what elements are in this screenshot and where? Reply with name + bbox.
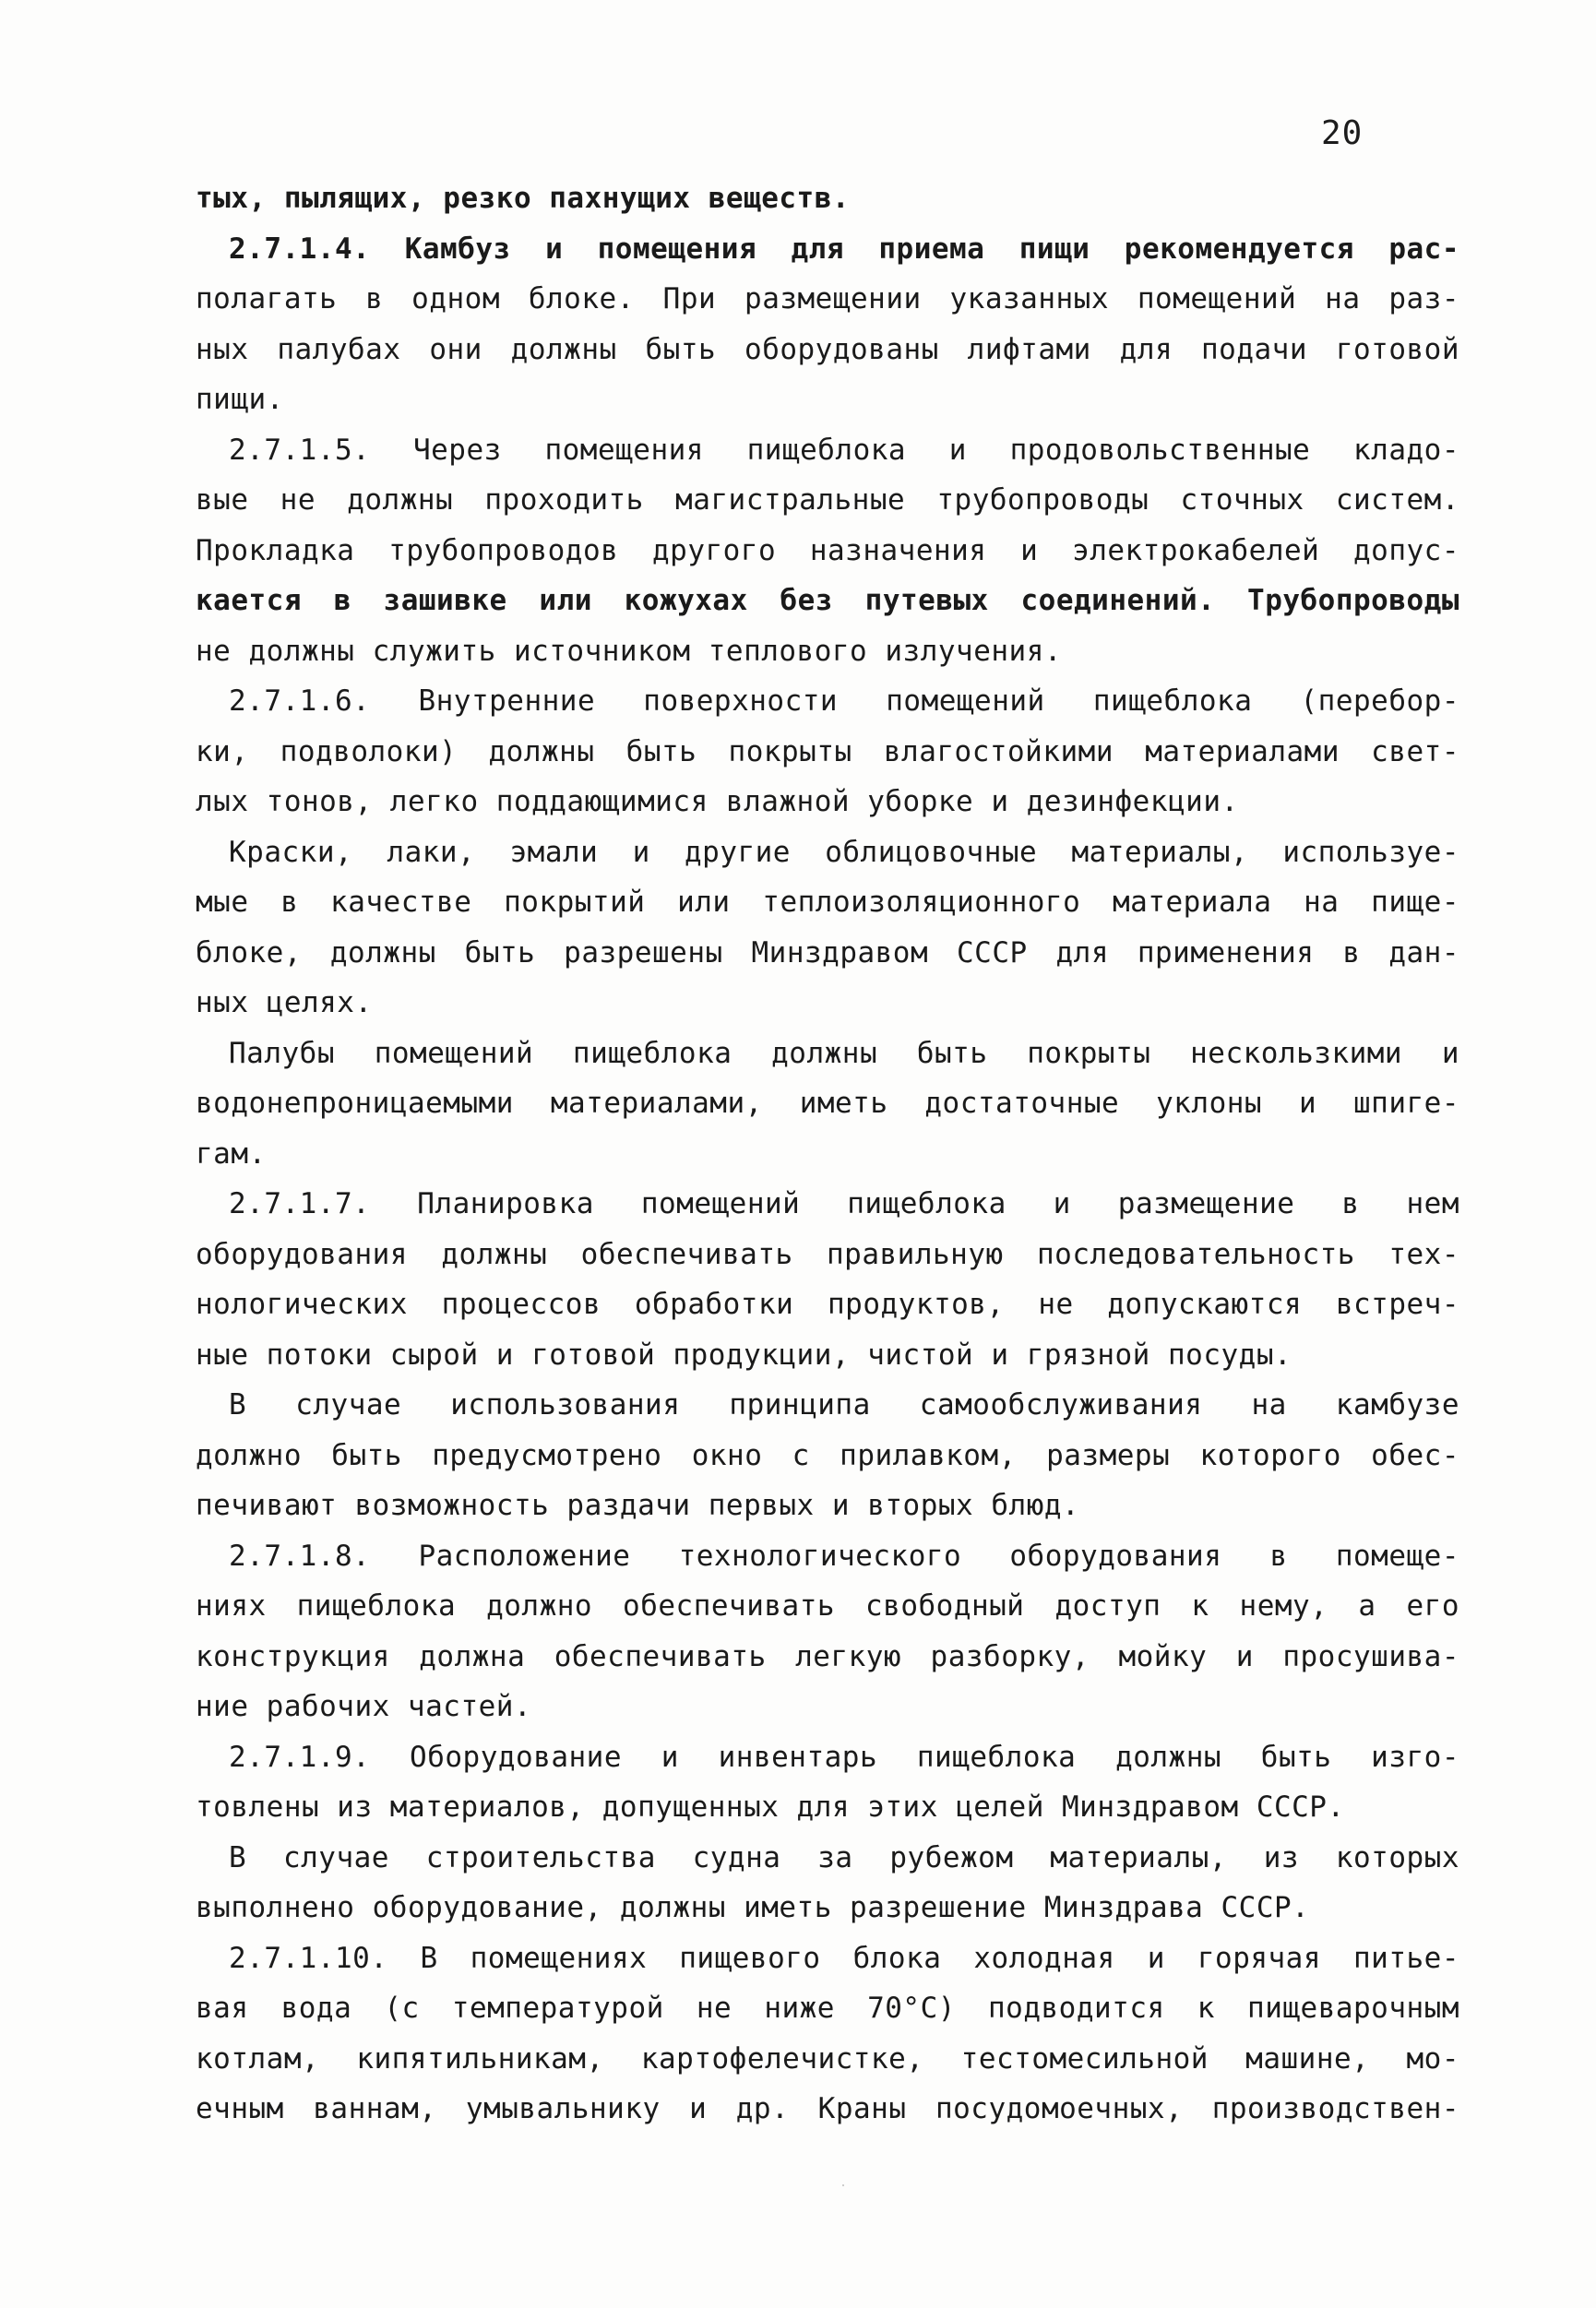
text-line: оборудования должны обеспечивать правильную последовательность тех- [196,1237,1459,1271]
text-line: ниях пищеблока должно обеспечивать свободный доступ к нему, а его [196,1589,1459,1623]
text-line: печивают возможность раздачи первых и вторых блюд. [196,1489,1080,1522]
text-line: Палубы помещений пищеблока должны быть покрыты нескользкими и [229,1036,1459,1070]
text-line: Прокладка трубопроводов другого назначения и электрокабелей допус- [196,533,1459,567]
text-line: ных целях. [196,986,373,1019]
text-line: полагать в одном блоке. При размещении указанных помещений на раз- [196,282,1459,315]
text-line: гам. [196,1136,267,1171]
text-line: пищи. [196,383,284,416]
text-line: ние рабочих частей. [196,1690,532,1723]
text-line: блоке, должны быть разрешены Минздравом СССР для применения в дан- [196,935,1459,970]
text-line: лых тонов, легко поддающимися влажной уборке и дезинфекции. [196,785,1239,818]
body-text [196,173,1459,2135]
text-line: водонепроницаемыми материалами, иметь достаточные уклоны и шпиге- [196,1087,1459,1120]
text-line: конструкция должна обеспечивать легкую разборку, мойку и просушива- [196,1639,1459,1673]
text-line: 2.7.1.6. Внутренние поверхности помещений пищеблока (перебор- [229,684,1459,718]
text-line: не должны служить источником теплового излучения. [196,634,1063,668]
text-line: выполнено оборудование, должны иметь разрешение Минздрава СССР. [196,1891,1310,1924]
text-line: ные потоки сырой и готовой продукции, чистой и грязной посуды. [196,1338,1292,1372]
text-line: кается в зашивке или кожухах без путевых соединений. Трубопроводы [196,584,1459,617]
text-line: 2.7.1.7. Планировка помещений пищеблока и размещение в нем [229,1187,1459,1220]
text-line: 2.7.1.9. Оборудование и инвентарь пищеблока должны быть изго- [229,1740,1459,1774]
text-line: В случае использования принципа самообслуживания на камбузе [229,1388,1459,1422]
text-line: 2.7.1.10. В помещениях пищевого блока холодная и горячая питье- [229,1941,1459,1975]
text-line: 2.7.1.8. Расположение технологического оборудования в помеще- [229,1539,1459,1573]
text-line: Краски, лаки, эмали и другие облицовочные материалы, используе- [229,835,1459,869]
text-line: 2.7.1.4. Камбуз и помещения для приема пищи рекомендуется рас- [229,232,1459,266]
text-line: В случае строительства судна за рубежом материалы, из которых [229,1840,1459,1874]
text-line: 2.7.1.5. Через помещения пищеблока и продовольственные кладо- [229,433,1459,467]
text-line: ечным ваннам, умывальнику и др. Краны посудомоечных, производствен- [196,2092,1459,2125]
text-line: ных палубах они должны быть оборудованы лифтами для подачи готовой [196,332,1459,366]
text-line: должно быть предусмотрено окно с прилавком, размеры которого обес- [196,1438,1459,1472]
text-line: товлены из материалов, допущенных для этих целей Минздравом СССР. [196,1790,1345,1824]
text-line: мые в качестве покрытий или теплоизоляционного материала на пище- [196,886,1459,919]
text-line: вые не должны проходить магистральные трубопроводы сточных систем. [196,483,1459,517]
scan-speck [842,2184,844,2186]
text-line: котлам, кипятильникам, картофелечистке, тестомесильной машине, мо- [196,2041,1459,2076]
text-line: тых, пылящих, резко пахнущих веществ. [196,182,851,215]
text-line: нологических процессов обработки продуктов, не допускаются встреч- [196,1288,1459,1321]
text-line: вая вода (с температурой не ниже 70°С) подводится к пищеварочным [196,1992,1459,2025]
page-number: 20 [1321,114,1364,152]
text-line: ки, подволоки) должны быть покрыты влагостойкими материалами свет- [196,734,1459,768]
